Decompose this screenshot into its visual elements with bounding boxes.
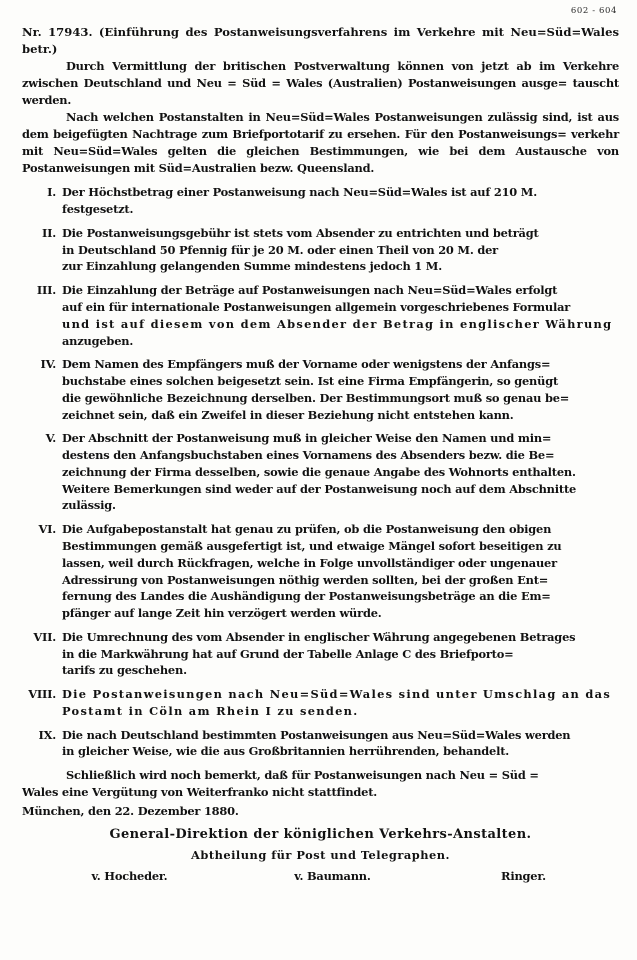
item-line: Adressirung von Postanweisungen nöthig werden sollten, bei der großen Ent= (62, 572, 549, 587)
closing-line-1: Schließlich wird noch bemerkt, daß für Postanweisungen nach Neu = Süd = (66, 768, 539, 783)
item-body (62, 225, 619, 275)
item-line: die gewöhnliche Bezeichnung derselben. Der Bestimmungsort muß so genau be= (62, 390, 570, 405)
item-line: tarifs zu geschehen. (62, 663, 187, 678)
item-line: zeichnet sein, daß ein Zweifel in dieser Beziehung nicht entstehen kann. (62, 407, 514, 422)
item-line: Weitere Bemerkungen sind weder auf der Postanweisung noch auf dem Abschnitte (62, 481, 577, 496)
item-line: und ist auf diesem von dem Absender der Betrag in englischer Währung (62, 316, 613, 331)
item-number: VII. (33, 629, 56, 644)
item-line: fernung des Landes die Aushändigung der Postanweisungsbeträge an die Em= (62, 589, 551, 604)
item-line: Postamt in Cöln am Rhein I zu senden. (62, 703, 359, 718)
list-item (22, 629, 619, 679)
heading-text: Nr. 17943. (Einführung des Postanweisungsverfahrens im Verkehre mit Neu=Süd=Wales betr.) (22, 25, 619, 57)
list-item (22, 356, 619, 423)
item-line: destens den Anfangsbuchstaben eines Vornamens des Absenders bezw. die Be= (62, 448, 555, 463)
closing-line-2: Wales eine Vergütung von Weiterfranko nicht stattfindet. (22, 784, 378, 799)
list-item (22, 521, 619, 622)
item-body (62, 521, 619, 622)
item-number: VIII. (28, 687, 56, 702)
item-body (62, 430, 619, 514)
item-line: anzugeben. (62, 333, 134, 348)
list-item (22, 430, 619, 514)
item-line: zeichnung der Firma desselben, sowie die genaue Angabe des Wohnorts enthalten. (62, 464, 576, 479)
item-line: lassen, weil durch Rückfragen, welche in Folge unvollständiger oder ungenauer (62, 555, 557, 570)
list-item (22, 225, 619, 275)
signature-2: v. Baumann. (294, 869, 371, 884)
item-number: V. (45, 431, 56, 446)
item-line: in Deutschland 50 Pfennig für je 20 M. oder einen Theil von 20 M. der (62, 242, 498, 257)
signature-3: Ringer. (501, 869, 546, 884)
list-item (22, 184, 619, 218)
department-name: Abtheilung für Post und Telegraphen. (191, 847, 450, 862)
item-line: Die Postanweisungsgebühr ist stets vom Absender zu entrichten und beträgt (62, 225, 539, 240)
item-line: festgesetzt. (62, 202, 134, 217)
item-body (62, 184, 619, 218)
item-line: Die nach Deutschland bestimmten Postanweisungen aus Neu=Süd=Wales werden (62, 727, 571, 742)
item-number: III. (36, 283, 56, 298)
item-body (62, 727, 619, 761)
item-line: Die Umrechnung des vom Absender in englischer Währung angegebenen Betrages (62, 629, 576, 644)
authority-name: General-Direktion der königlichen Verkehrs-Anstalten. (109, 827, 532, 843)
item-line: Der Höchstbetrag einer Postanweisung nach Neu=Süd=Wales ist auf 210 M. (62, 185, 537, 200)
list-item (22, 727, 619, 761)
item-number: IV. (40, 357, 56, 372)
list-item (22, 282, 619, 349)
document-heading (22, 24, 619, 58)
item-line: in gleicher Weise, wie die aus Großbritannien herrührenden, behandelt. (62, 744, 510, 759)
list-item (22, 686, 619, 720)
item-line: buchstabe eines solchen beigesetzt sein. Ist eine Firma Empfängerin, so genügt (62, 374, 559, 389)
item-number: I. (47, 185, 56, 200)
item-line: Die Postanweisungen nach Neu=Süd=Wales sind unter Umschlag an das (62, 687, 612, 702)
item-body (62, 356, 619, 423)
provision-list (22, 184, 619, 760)
item-line: zur Einzahlung gelangenden Summe mindestens jedoch 1 M. (62, 259, 442, 274)
item-line: auf ein für internationale Postanweisungen allgemein vorgeschriebenes Formular (62, 300, 571, 315)
item-line: Dem Namen des Empfängers muß der Vorname oder wenigstens der Anfangs= (62, 357, 551, 372)
signature-row (22, 868, 619, 885)
item-number: IX. (38, 727, 56, 742)
item-body (62, 629, 619, 679)
intro-paragraph-2: Nach welchen Postanstalten in Neu=Süd=Wales Postanweisungen zulässig sind, ist aus dem beigefügten Nachtrage zum Briefportotarif zu ersehen. Für den Postanweisungs= verkehr mit Neu=Süd=Wales gelten die gleichen Bestimmungen, wie bei dem Austausche von Postanweisungen mit Süd=Australien bezw. Queensland. (22, 110, 619, 175)
item-line: Der Abschnitt der Postanweisung muß in gleicher Weise den Namen und min= (62, 431, 552, 446)
item-line: pfänger auf lange Zeit hin verzögert werden würde. (62, 606, 382, 621)
item-line: zulässig. (62, 498, 116, 513)
item-number: II. (41, 225, 56, 240)
folio-number: 602 - 604 (570, 6, 617, 16)
item-line: Die Aufgabepostanstalt hat genau zu prüfen, ob die Postanweisung den obigen (62, 522, 552, 537)
intro-paragraph-1: Durch Vermittlung der britischen Postverwaltung können von jetzt ab im Verkehre zwischen Deutschland und Neu = Süd = Wales (Australien) Postanweisungen ausge= tauscht werden. (22, 59, 619, 107)
item-number: VI. (38, 522, 56, 537)
closing-paragraph (22, 767, 619, 801)
item-line: Die Einzahlung der Beträge auf Postanweisungen nach Neu=Süd=Wales erfolgt (62, 283, 558, 298)
signature-1: v. Hocheder. (91, 869, 168, 884)
item-body (62, 282, 619, 349)
item-line: in die Markwährung hat auf Grund der Tabelle Anlage C des Briefporto= (62, 646, 514, 661)
item-body (62, 686, 619, 720)
item-line: Bestimmungen gemäß ausgefertigt ist, und etwaige Mängel sofort beseitigen zu (62, 538, 562, 553)
place-date: München, den 22. Dezember 1880. (22, 803, 239, 818)
